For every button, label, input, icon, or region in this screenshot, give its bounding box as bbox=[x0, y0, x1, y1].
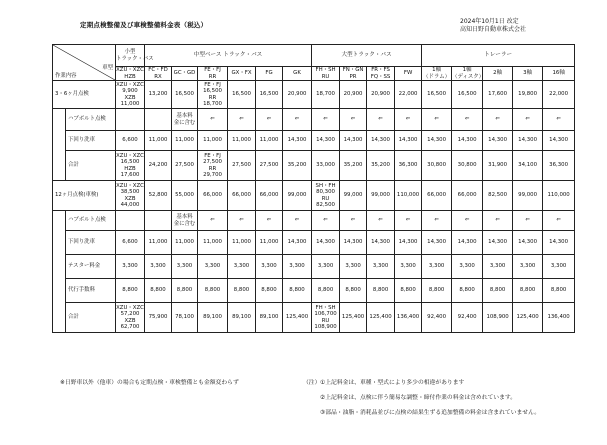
price-cell: 3,300 bbox=[172, 255, 198, 279]
model-header-cell: 1軸 （ディスク） bbox=[452, 67, 485, 80]
small-type-top: 小型 bbox=[124, 49, 136, 56]
indent-cell bbox=[53, 211, 66, 333]
revision-date: 2024年10月1日 改定 bbox=[460, 18, 519, 25]
price-cell: FE・FJ 27,500 RR 29,700 bbox=[198, 151, 228, 181]
price-cell: 8,800 bbox=[395, 279, 422, 303]
price-cell: 3,300 bbox=[543, 255, 575, 279]
section-row bbox=[53, 181, 575, 211]
footnote-label: （注） bbox=[303, 380, 321, 386]
sub-row bbox=[53, 131, 575, 151]
price-cell: 8,800 bbox=[116, 279, 145, 303]
price-cell: 14,300 bbox=[513, 131, 543, 151]
price-cell: 基本料 金に含む bbox=[172, 109, 198, 131]
price-cell: 16,500 bbox=[228, 81, 256, 109]
sub-row bbox=[53, 279, 575, 303]
section-name: 3・6ヶ月点検 bbox=[53, 81, 116, 109]
price-cell: 66,000 bbox=[452, 181, 483, 211]
price-cell: 92,400 bbox=[452, 303, 483, 333]
price-cell bbox=[116, 211, 145, 231]
arrow-icon: ⇐ bbox=[452, 211, 483, 231]
price-cell: 3,300 bbox=[228, 255, 256, 279]
arrow-icon: ⇐ bbox=[452, 109, 483, 131]
sub-row-label: ハブボルト点検 bbox=[66, 211, 116, 231]
price-cell: 8,800 bbox=[228, 279, 256, 303]
arrow-icon: ⇐ bbox=[422, 109, 452, 131]
price-cell: 33,000 bbox=[312, 151, 340, 181]
sub-row-label: 代行手数料 bbox=[66, 279, 116, 303]
price-cell: 34,100 bbox=[513, 151, 543, 181]
model-header-cell: GX・FX bbox=[228, 67, 256, 81]
price-cell: 14,300 bbox=[367, 231, 395, 255]
section-name: 12ヶ月点検(車検) bbox=[53, 181, 116, 211]
price-cell: 8,800 bbox=[172, 279, 198, 303]
price-cell bbox=[116, 109, 145, 131]
price-cell: 8,800 bbox=[340, 279, 367, 303]
price-cell: XZU・XZC 38,500 XZB 44,000 bbox=[116, 181, 145, 211]
price-cell: 3,300 bbox=[483, 255, 513, 279]
price-cell: 8,800 bbox=[367, 279, 395, 303]
model-header-cell: FG bbox=[256, 67, 283, 81]
price-cell: 16,500 bbox=[256, 81, 283, 109]
price-cell: 8,800 bbox=[198, 279, 228, 303]
price-cell: 3,300 bbox=[395, 255, 422, 279]
sub-row bbox=[53, 303, 575, 333]
sub-row-label: 下回り洗車 bbox=[66, 131, 116, 151]
price-cell: 14,300 bbox=[483, 231, 513, 255]
price-cell: 14,300 bbox=[312, 231, 340, 255]
header-row-groups bbox=[53, 45, 575, 67]
price-cell: 22,000 bbox=[543, 81, 575, 109]
price-cell: 14,300 bbox=[395, 231, 422, 255]
price-cell: XZU・XZC 9,900 XZB 11,000 bbox=[116, 82, 144, 107]
price-cell: 125,400 bbox=[283, 303, 312, 333]
price-cell: 27,500 bbox=[228, 151, 256, 181]
price-cell: 36,300 bbox=[543, 151, 575, 181]
price-cell: 3,300 bbox=[116, 255, 145, 279]
price-cell: 89,100 bbox=[228, 303, 256, 333]
price-cell: 8,800 bbox=[452, 279, 483, 303]
arrow-icon: ⇐ bbox=[256, 211, 283, 231]
price-cell: 14,300 bbox=[340, 231, 367, 255]
price-cell: 99,000 bbox=[513, 181, 543, 211]
model-header-cell: 2軸 bbox=[483, 67, 513, 81]
price-cell bbox=[145, 211, 172, 231]
price-cell: 14,300 bbox=[422, 131, 452, 151]
price-cell: 8,800 bbox=[145, 279, 172, 303]
price-cell: 99,000 bbox=[283, 181, 312, 211]
price-cell: 66,000 bbox=[228, 181, 256, 211]
price-cell: 8,800 bbox=[312, 279, 340, 303]
model-header-cell: 3軸 bbox=[513, 67, 543, 81]
price-cell: 136,400 bbox=[543, 303, 575, 333]
arrow-icon: ⇐ bbox=[513, 211, 543, 231]
price-cell: 22,000 bbox=[395, 81, 422, 109]
price-cell: 75,900 bbox=[145, 303, 172, 333]
price-cell: 3,300 bbox=[198, 255, 228, 279]
document-title: 定期点検整備及び車検整備料金表（税込） bbox=[80, 21, 208, 29]
model-header-cell: FH・SH RU bbox=[312, 67, 340, 81]
price-cell: XZU・XZC 16,500 HZB 17,600 bbox=[116, 151, 145, 181]
sub-row-label: ハブボルト点検 bbox=[66, 109, 116, 131]
price-cell: 16,500 bbox=[452, 81, 483, 109]
sub-row-label: 下回り洗車 bbox=[66, 231, 116, 255]
price-cell: 8,800 bbox=[543, 279, 575, 303]
price-cell: 125,400 bbox=[367, 303, 395, 333]
price-cell: 11,000 bbox=[172, 231, 198, 255]
price-cell: 82,500 bbox=[483, 181, 513, 211]
price-cell: 14,300 bbox=[340, 131, 367, 151]
price-cell: 20,900 bbox=[367, 81, 395, 109]
price-cell: 3,300 bbox=[340, 255, 367, 279]
price-cell: 35,200 bbox=[340, 151, 367, 181]
price-cell: 14,300 bbox=[395, 131, 422, 151]
arrow-icon: ⇐ bbox=[198, 211, 228, 231]
price-cell: 14,300 bbox=[312, 131, 340, 151]
price-cell: 11,000 bbox=[228, 131, 256, 151]
corner-top-label: 車型 bbox=[102, 65, 113, 71]
price-cell: 8,800 bbox=[483, 279, 513, 303]
price-cell: 8,800 bbox=[256, 279, 283, 303]
group-header-trailer: トレーラー bbox=[422, 45, 575, 67]
document-header-right bbox=[460, 18, 526, 34]
price-cell: 35,200 bbox=[367, 151, 395, 181]
arrow-icon: ⇐ bbox=[312, 211, 340, 231]
arrow-icon: ⇐ bbox=[367, 109, 395, 131]
arrow-icon: ⇐ bbox=[340, 109, 367, 131]
sub-row bbox=[53, 255, 575, 279]
price-cell: 27,500 bbox=[256, 151, 283, 181]
group-header-large: 大型トラック・バス bbox=[312, 45, 422, 67]
price-cell: 30,800 bbox=[452, 151, 483, 181]
arrow-icon: ⇐ bbox=[228, 109, 256, 131]
arrow-icon: ⇐ bbox=[543, 211, 575, 231]
arrow-icon: ⇐ bbox=[228, 211, 256, 231]
model-header-cell: 1軸 （ドラム） bbox=[423, 67, 451, 80]
sub-row-label: 合計 bbox=[66, 151, 116, 181]
price-cell: 3,300 bbox=[452, 255, 483, 279]
sub-row-label: テスター料金 bbox=[66, 255, 116, 279]
price-cell: 11,000 bbox=[198, 131, 228, 151]
arrow-icon: ⇐ bbox=[340, 211, 367, 231]
corner-cell bbox=[53, 45, 116, 81]
price-cell: 11,000 bbox=[145, 131, 172, 151]
price-cell: 8,800 bbox=[513, 279, 543, 303]
price-cell: 136,400 bbox=[395, 303, 422, 333]
sub-row bbox=[53, 231, 575, 255]
price-cell: 89,100 bbox=[198, 303, 228, 333]
price-cell: 110,000 bbox=[395, 181, 422, 211]
price-cell: 16,500 bbox=[422, 81, 452, 109]
arrow-icon: ⇐ bbox=[395, 211, 422, 231]
price-cell: 66,000 bbox=[256, 181, 283, 211]
price-cell: 17,600 bbox=[483, 81, 513, 109]
price-cell: 3,300 bbox=[256, 255, 283, 279]
price-cell: 99,000 bbox=[340, 181, 367, 211]
corner-bottom-label: 作業内容 bbox=[55, 73, 77, 79]
price-cell: 14,300 bbox=[452, 231, 483, 255]
price-cell: 52,800 bbox=[145, 181, 172, 211]
price-cell: 11,000 bbox=[256, 231, 283, 255]
price-cell: 89,100 bbox=[256, 303, 283, 333]
price-cell: 11,000 bbox=[198, 231, 228, 255]
arrow-icon: ⇐ bbox=[543, 109, 575, 131]
sub-row-label: 合計 bbox=[66, 303, 116, 333]
arrow-icon: ⇐ bbox=[422, 211, 452, 231]
price-cell: 66,000 bbox=[198, 181, 228, 211]
small-type-header bbox=[116, 45, 154, 67]
price-cell: XZU・XZC 57,200 XZB 62,700 bbox=[116, 303, 145, 333]
price-cell: 14,300 bbox=[283, 131, 312, 151]
price-cell: SH・FH 80,300 RU 82,500 bbox=[312, 181, 340, 211]
model-header-cell: FE・FJ RR bbox=[198, 67, 228, 81]
price-cell: 110,000 bbox=[543, 181, 575, 211]
footnote-note-3: ③部品・油脂・消耗品並びに点検の結果生ずる追加整備の料金は含まれていません。 bbox=[320, 410, 541, 416]
price-cell: 99,000 bbox=[367, 181, 395, 211]
model-header-cell: 16軸 bbox=[543, 67, 575, 81]
arrow-icon: ⇐ bbox=[283, 109, 312, 131]
price-cell: 125,400 bbox=[513, 303, 543, 333]
price-cell: 6,600 bbox=[116, 231, 145, 255]
price-cell: 11,000 bbox=[145, 231, 172, 255]
price-cell: 3,300 bbox=[422, 255, 452, 279]
price-cell: 3,300 bbox=[367, 255, 395, 279]
arrow-icon: ⇐ bbox=[395, 109, 422, 131]
model-header-cell: GK bbox=[283, 67, 312, 81]
price-cell: 35,200 bbox=[283, 151, 312, 181]
price-cell: 14,300 bbox=[283, 231, 312, 255]
price-cell: 11,000 bbox=[228, 231, 256, 255]
sub-row bbox=[53, 211, 575, 231]
footnote-note-1: ①上記料金は、車種・型式により多少の相違があります bbox=[320, 380, 465, 386]
price-cell: 125,400 bbox=[340, 303, 367, 333]
price-cell: 14,300 bbox=[452, 131, 483, 151]
small-type-bottom: トラック・バス bbox=[116, 55, 154, 62]
footnote-note-2: ②上記料金は、点検に伴う簡易な調整・締付作業の料金は含めれています。 bbox=[320, 395, 517, 401]
price-cell: 31,900 bbox=[483, 151, 513, 181]
arrow-icon: ⇐ bbox=[483, 211, 513, 231]
price-cell: 92,400 bbox=[422, 303, 452, 333]
price-cell: 6,600 bbox=[116, 131, 145, 151]
price-cell: 14,300 bbox=[422, 231, 452, 255]
arrow-icon: ⇐ bbox=[483, 109, 513, 131]
group-header-medium: 中型ベース トラック・バス bbox=[145, 45, 312, 67]
price-cell: 14,300 bbox=[543, 231, 575, 255]
price-cell: 20,900 bbox=[283, 81, 312, 109]
arrow-icon: ⇐ bbox=[283, 211, 312, 231]
price-cell: 11,000 bbox=[256, 131, 283, 151]
sub-row bbox=[53, 151, 575, 181]
model-header-cell: FW bbox=[395, 67, 422, 81]
arrow-icon: ⇐ bbox=[312, 109, 340, 131]
price-cell: 13,200 bbox=[145, 81, 172, 109]
price-cell: 19,800 bbox=[513, 81, 543, 109]
price-cell: 8,800 bbox=[283, 279, 312, 303]
price-cell: FE・FJ 16,500 RR 18,700 bbox=[198, 81, 228, 109]
price-cell: 14,300 bbox=[367, 131, 395, 151]
arrow-icon: ⇐ bbox=[256, 109, 283, 131]
arrow-icon: ⇐ bbox=[513, 109, 543, 131]
rate-table bbox=[52, 44, 575, 333]
price-cell: 3,300 bbox=[312, 255, 340, 279]
price-cell: 27,500 bbox=[172, 151, 198, 181]
price-cell: 14,300 bbox=[483, 131, 513, 151]
price-cell: 14,300 bbox=[543, 131, 575, 151]
price-cell: FH・SH 106,700 RU 108,900 bbox=[312, 303, 340, 333]
model-header-cell: FR・FS FQ・SS bbox=[367, 67, 395, 81]
price-cell: 16,500 bbox=[172, 81, 198, 109]
footnote-left: ※日野車以外（他車）の場合も定期点検・車検整備とも金額変わらず bbox=[60, 380, 239, 386]
price-cell: 基本料 金に含む bbox=[172, 211, 198, 231]
price-cell: 18,700 bbox=[312, 81, 340, 109]
header-row-models bbox=[53, 67, 575, 81]
price-cell: 20,900 bbox=[340, 81, 367, 109]
section-row bbox=[53, 81, 575, 109]
price-cell: 3,300 bbox=[145, 255, 172, 279]
company-name: 高知日野自動車株式会社 bbox=[460, 26, 527, 33]
indent-cell bbox=[53, 109, 66, 181]
price-cell: 55,000 bbox=[172, 181, 198, 211]
price-cell: 8,800 bbox=[422, 279, 452, 303]
sub-row bbox=[53, 109, 575, 131]
arrow-icon: ⇐ bbox=[198, 109, 228, 131]
price-cell: 14,300 bbox=[513, 231, 543, 255]
model-header-cell: FC・FD RX bbox=[145, 67, 172, 81]
price-cell: 3,300 bbox=[513, 255, 543, 279]
price-cell: 24,200 bbox=[145, 151, 172, 181]
price-cell: 36,300 bbox=[395, 151, 422, 181]
model-header-cell: GC・GD bbox=[172, 67, 198, 81]
price-cell: 11,000 bbox=[172, 131, 198, 151]
price-cell bbox=[145, 109, 172, 131]
price-cell: 108,900 bbox=[483, 303, 513, 333]
price-cell: 78,100 bbox=[172, 303, 198, 333]
arrow-icon: ⇐ bbox=[367, 211, 395, 231]
price-cell: 3,300 bbox=[283, 255, 312, 279]
model-header-cell: FN・GN PR bbox=[340, 67, 367, 81]
model-header-cell: XZU・XZC HZB bbox=[116, 67, 144, 80]
price-cell: 66,000 bbox=[422, 181, 452, 211]
price-cell: 30,800 bbox=[422, 151, 452, 181]
